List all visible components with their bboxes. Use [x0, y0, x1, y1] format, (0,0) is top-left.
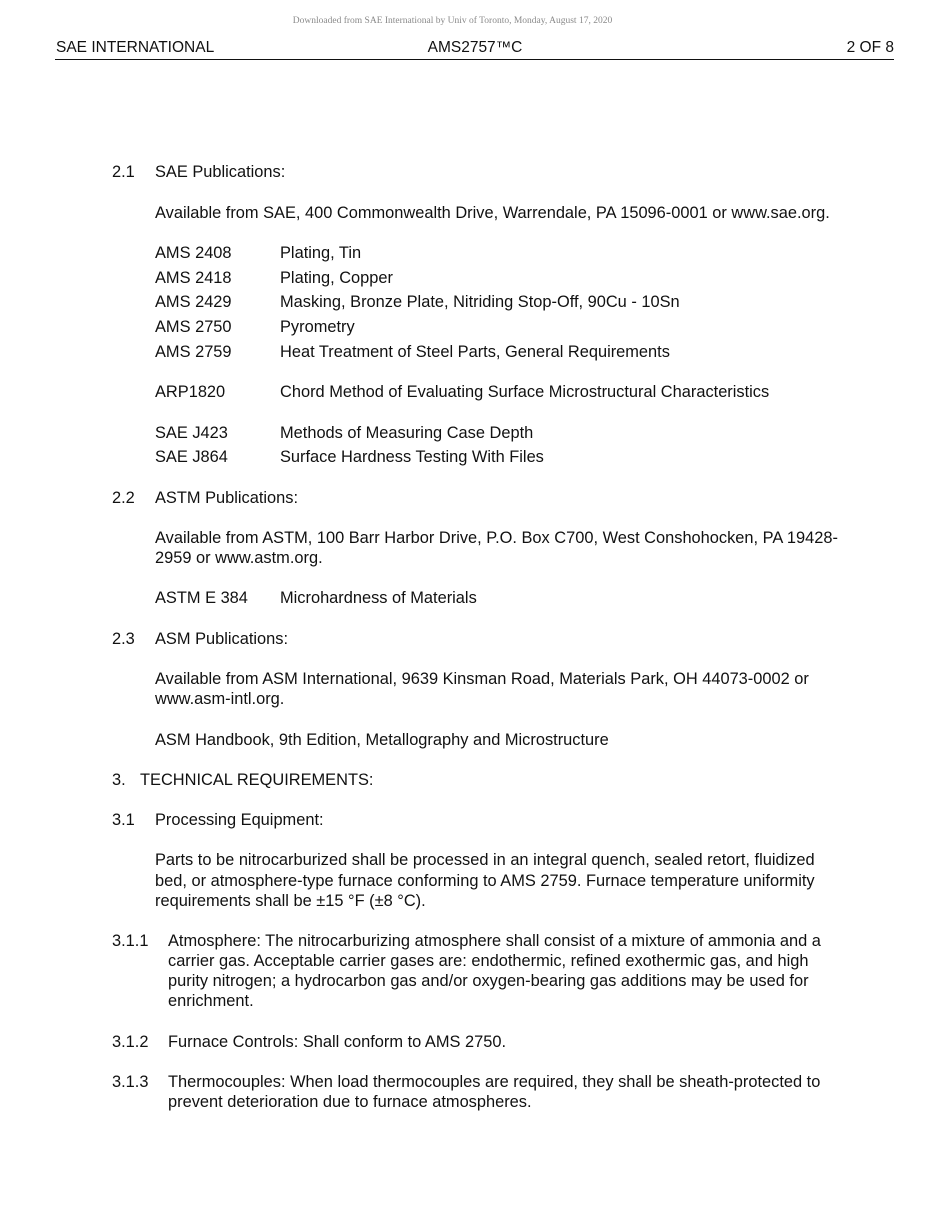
- ref-title: Masking, Bronze Plate, Nitriding Stop-Off, 90Cu - 10Sn: [280, 293, 680, 311]
- section-3-1-title: Processing Equipment:: [155, 811, 324, 829]
- section-3-1-2-line: Furnace Controls: Shall conform to AMS 2750.: [168, 1033, 506, 1051]
- ref-title: Chord Method of Evaluating Surface Microstructural Characteristics: [280, 383, 770, 401]
- ref-title: Microhardness of Materials: [280, 589, 477, 607]
- section-3-1-number: 3.1: [112, 811, 135, 829]
- section-3-1-body-line: bed, or atmosphere-type furnace conforming to AMS 2759. Furnace temperature uniformity: [155, 872, 815, 890]
- section-3-1-3-line: prevent deterioration due to furnace atmospheres.: [168, 1093, 532, 1111]
- section-2-2-number: 2.2: [112, 489, 135, 507]
- section-3-1-1-line: purity nitrogen; a hydrocarbon gas and/or oxygen-bearing gas additions may be used for: [168, 972, 809, 990]
- ref-title: Heat Treatment of Steel Parts, General Requirements: [280, 343, 670, 361]
- ref-code: SAE J864: [155, 448, 228, 466]
- ref-title: Surface Hardness Testing With Files: [280, 448, 544, 466]
- section-3-1-1-number: 3.1.1: [112, 932, 149, 950]
- section-3-1-3-number: 3.1.3: [112, 1073, 149, 1091]
- ref-title: Plating, Copper: [280, 269, 393, 287]
- section-3-1-body-line: requirements shall be ±15 °F (±8 °C).: [155, 892, 426, 910]
- section-3-1-2-number: 3.1.2: [112, 1033, 149, 1051]
- section-2-3-availability-line: www.asm-intl.org.: [155, 690, 285, 708]
- section-2-2-availability-line: Available from ASTM, 100 Barr Harbor Drive, P.O. Box C700, West Conshohocken, PA 19428-: [155, 529, 838, 547]
- ref-title: Pyrometry: [280, 318, 355, 336]
- section-3-1-1-line: carrier gas. Acceptable carrier gases are: endothermic, refined exothermic gas, and high: [168, 952, 809, 970]
- section-3-number: 3.: [112, 771, 126, 789]
- section-2-2-availability-line: 2959 or www.astm.org.: [155, 549, 323, 567]
- section-2-3-availability-line: Available from ASM International, 9639 Kinsman Road, Materials Park, OH 44073-0002 or: [155, 670, 809, 688]
- ref-code: ASTM E 384: [155, 589, 248, 607]
- section-2-3-number: 2.3: [112, 630, 135, 648]
- section-2-1-number: 2.1: [112, 163, 135, 181]
- header-organization: SAE INTERNATIONAL: [56, 39, 215, 56]
- ref-code: AMS 2408: [155, 244, 232, 262]
- section-3-title: TECHNICAL REQUIREMENTS:: [140, 771, 374, 789]
- section-2-1-availability: Available from SAE, 400 Commonwealth Drive, Warrendale, PA 15096-0001 or www.sae.org.: [155, 204, 830, 222]
- ref-code: ARP1820: [155, 383, 226, 401]
- section-3-1-1-line: enrichment.: [168, 992, 254, 1010]
- ref-title: Methods of Measuring Case Depth: [280, 424, 534, 442]
- ref-code: AMS 2429: [155, 293, 232, 311]
- download-watermark: Downloaded from SAE International by Univ of Toronto, Monday, August 17, 2020: [292, 16, 613, 26]
- header-rule: [55, 59, 894, 60]
- header-page-number: 2 OF 8: [846, 39, 894, 56]
- ref-code: AMS 2750: [155, 318, 232, 336]
- section-2-2-title: ASTM Publications:: [155, 489, 299, 507]
- section-3-1-3-line: Thermocouples: When load thermocouples are required, they shall be sheath-protected to: [168, 1073, 821, 1091]
- ref-code: AMS 2418: [155, 269, 232, 287]
- ref-code: SAE J423: [155, 424, 228, 442]
- section-3-1-body-line: Parts to be nitrocarburized shall be processed in an integral quench, sealed retort, fluidized: [155, 851, 815, 869]
- section-3-1-1-line: Atmosphere: The nitrocarburizing atmosphere shall consist of a mixture of ammonia and a: [168, 932, 821, 950]
- section-2-1-title: SAE Publications:: [155, 163, 286, 181]
- section-2-3-title: ASM Publications:: [155, 630, 289, 648]
- header-document-id: AMS2757™C: [427, 39, 523, 56]
- ref-code: AMS 2759: [155, 343, 232, 361]
- section-2-3-handbook: ASM Handbook, 9th Edition, Metallography and Microstructure: [155, 731, 609, 749]
- ref-title: Plating, Tin: [280, 244, 362, 262]
